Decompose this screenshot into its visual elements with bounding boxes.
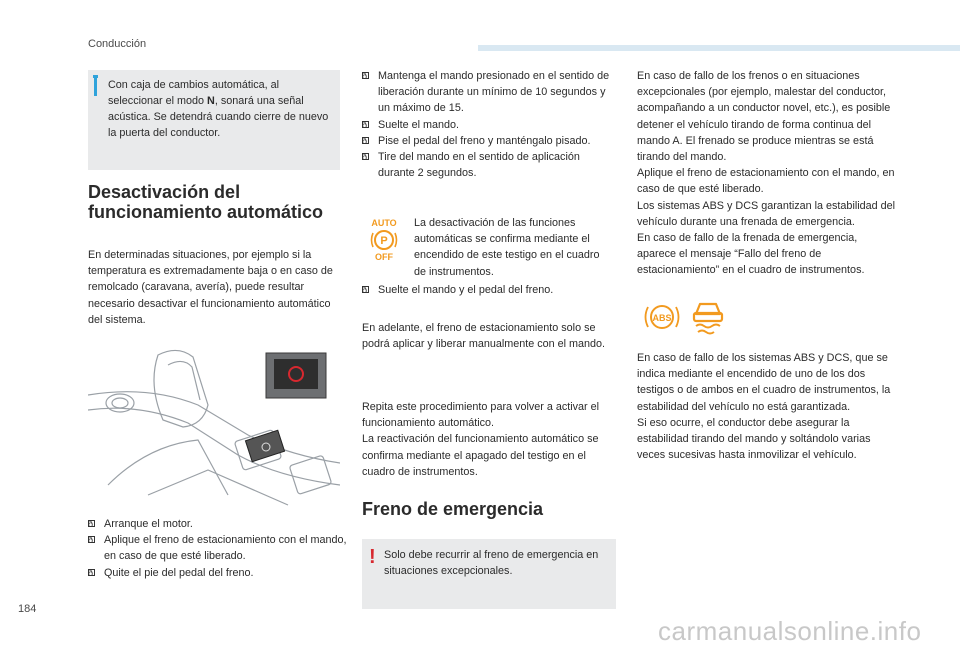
page-number: 184 bbox=[18, 603, 37, 615]
stability-control-icon bbox=[688, 296, 728, 336]
info-box bbox=[88, 70, 340, 170]
paragraph-manual: En adelante, el freno de estacionamiento solo se podrá aplicar y liberar manualmente con el mando. bbox=[362, 322, 606, 351]
bullet-item: ð Suelte el mando y el pedal del freno. bbox=[362, 282, 618, 298]
paragraph-deactivation: En determinadas situaciones, por ejemplo si la temperatura es extremadamente baja o en caso de remolcado (caravana, avería), puede resultar necesario desactivar el funcionamiento automático del sistema. bbox=[88, 249, 333, 326]
bullet-list-finish bbox=[362, 282, 618, 298]
bullet-item: ð Arranque el motor. bbox=[88, 516, 348, 532]
header-bar bbox=[478, 45, 960, 51]
info-text: Con caja de cambios automática, al seleccionar el modo N, sonará una señal acústica. Se detendrá cuando cierre de nuevo la puerta del conductor. bbox=[108, 79, 329, 139]
bullet-item: ð Mantenga el mando presionado en el sentido de liberación durante un mínimo de 10 segundos y un máximo de 15. bbox=[362, 68, 618, 117]
svg-text:AUTO: AUTO bbox=[371, 218, 397, 228]
auto-off-icon bbox=[366, 217, 402, 261]
bullet-list-release bbox=[362, 68, 618, 181]
paragraph-reactivation: Repita este procedimiento para volver a activar el funcionamiento automático. La reactivación del funcionamiento automático se confirma mediante el apagado del testigo en el cuadro de instrumentos. bbox=[362, 401, 600, 478]
console-illustration bbox=[88, 345, 340, 508]
warning-box bbox=[362, 539, 616, 609]
bullet-list-start bbox=[88, 516, 348, 581]
bullet-item: ð Tire del mando en el sentido de aplicación durante 2 segundos. bbox=[362, 149, 618, 181]
bullet-item: ð Pise el pedal del freno y manténgalo pisado. bbox=[362, 133, 618, 149]
warning-text: Solo debe recurrir al freno de emergencia en situaciones excepcionales. bbox=[384, 549, 599, 577]
svg-text:OFF: OFF bbox=[375, 252, 393, 261]
info-icon bbox=[94, 78, 97, 96]
bullet-item: ð Quite el pie del pedal del freno. bbox=[88, 565, 348, 581]
watermark: carmanualsonline.info bbox=[658, 616, 922, 646]
paragraph-abs-failure: En caso de fallo de los sistemas ABS y DCS, que se indica mediante el encendido de uno de los dos testigos o de ambos en el cuadro de instrumentos, la estabilidad del vehículo no está garantizada. Si eso ocurre, el conductor debe asegurar la estabilidad tirando del mando y soltándolo varias veces sucesivas hasta inmovilizar el vehículo. bbox=[637, 352, 891, 462]
svg-text:P: P bbox=[380, 235, 388, 247]
emergency-heading: Freno de emergencia bbox=[362, 499, 544, 519]
section-title: Conducción bbox=[88, 38, 147, 50]
auto-off-caption: La desactivación de las funciones automáticas se confirma mediante el encendido de este testigo en el cuadro de instrumentos. bbox=[414, 217, 600, 278]
section-heading: Desactivación del funcionamiento automático bbox=[88, 182, 324, 222]
abs-warning-icon bbox=[642, 299, 682, 335]
paragraph-emergency: En caso de fallo de los frenos o en situaciones excepcionales (por ejemplo, malestar del conductor, acompañando a un conductor novel, etc.), es posible detener el vehículo tirando de forma continua del mando A. El frenado se produce mientras se está tirando del mando. Aplique el freno de estacionamiento con el mando, en caso de que esté liberado. Los sistemas ABS y DCS garantizan la estabilidad del vehículo durante una frenada de emergencia. En caso de fallo de la frenada de emergencia, aparece el mensaje “Fallo del freno de estacionamiento” en el cuadro de instrumentos. bbox=[637, 70, 896, 277]
bullet-item: ð Aplique el freno de estacionamiento con el mando, en caso de que esté liberado. bbox=[88, 532, 348, 564]
warning-icon: ! bbox=[369, 546, 376, 568]
svg-text:ABS: ABS bbox=[652, 313, 672, 323]
bullet-item: ð Suelte el mando. bbox=[362, 117, 618, 133]
